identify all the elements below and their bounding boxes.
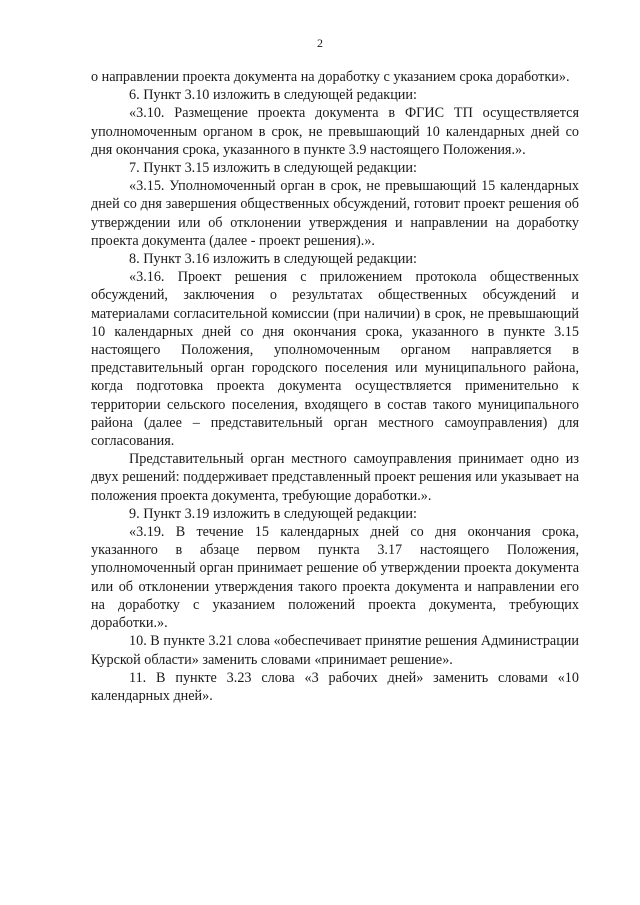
- paragraph-3-16-continued: Представительный орган местного самоуправления принимает одно из двух решений: поддерживает представленный проект решения или указывает на положения проекта документа, требующие доработки.».: [91, 451, 579, 504]
- paragraph-3-19-text: «3.19. В течение 15 календарных дней со дня окончания срока, указанного в абзаце первом пункта 3.17 настоящего Положения, уполномоченный орган принимает решение об утверждении проекта документа или об отклонении утверждения такого проекта документа и направлении его на доработку с указанием положений проекта документа, требующих доработки.».: [91, 524, 579, 632]
- paragraph-item-10: 10. В пункте 3.21 слова «обеспечивает принятие решения Администрации Курской области» заменить словами «принимает решение».: [91, 633, 579, 668]
- paragraph-3-15-text: «3.15. Уполномоченный орган в срок, не превышающий 15 календарных дней со дня завершения общественных обсуждений, готовит проект решения об утверждении или об отклонении утверждения и направлении на доработку проекта документа (далее - проект решения).».: [91, 178, 579, 249]
- paragraph-item-7: 7. Пункт 3.15 изложить в следующей редакции:: [129, 160, 417, 177]
- paragraph-item-8: 8. Пункт 3.16 изложить в следующей редакции:: [129, 251, 417, 268]
- paragraph-continuation: о направлении проекта документа на доработку с указанием срока доработки».: [91, 69, 570, 85]
- document-body: [91, 68, 579, 705]
- paragraph-item-9: 9. Пункт 3.19 изложить в следующей редакции:: [129, 505, 417, 522]
- paragraph-3-10-text: «3.10. Размещение проекта документа в ФГИС ТП осуществляется уполномоченным органом в срок, не превышающий 10 календарных дней со дня окончания срока, указанного в пункте 3.9 настоящего Положения.».: [91, 105, 579, 158]
- paragraph-3-16-text: «3.16. Проект решения с приложением протокола общественных обсуждений, заключения о результатах общественных обсуждений и материалами согласительной комиссии (при наличии) в срок, не превышающий 10 календарных дней со дня окончания срока, указанного в пункте 3.15 настоящего Положения, уполномоченным органом направляется в представительный орган городского поселения или муниципального района, когда подготовка проекта документа осуществляется применительно к территории сельского поселения, входящего в состав такого муниципального района (далее – представительный орган местного самоуправления) для согласования.: [91, 269, 579, 450]
- paragraph-item-11: 11. В пункте 3.23 слова «3 рабочих дней» заменить словами «10 календарных дней».: [91, 669, 579, 704]
- page-number: 2: [317, 36, 323, 50]
- paragraph-item-6: 6. Пункт 3.10 изложить в следующей редакции:: [129, 87, 417, 104]
